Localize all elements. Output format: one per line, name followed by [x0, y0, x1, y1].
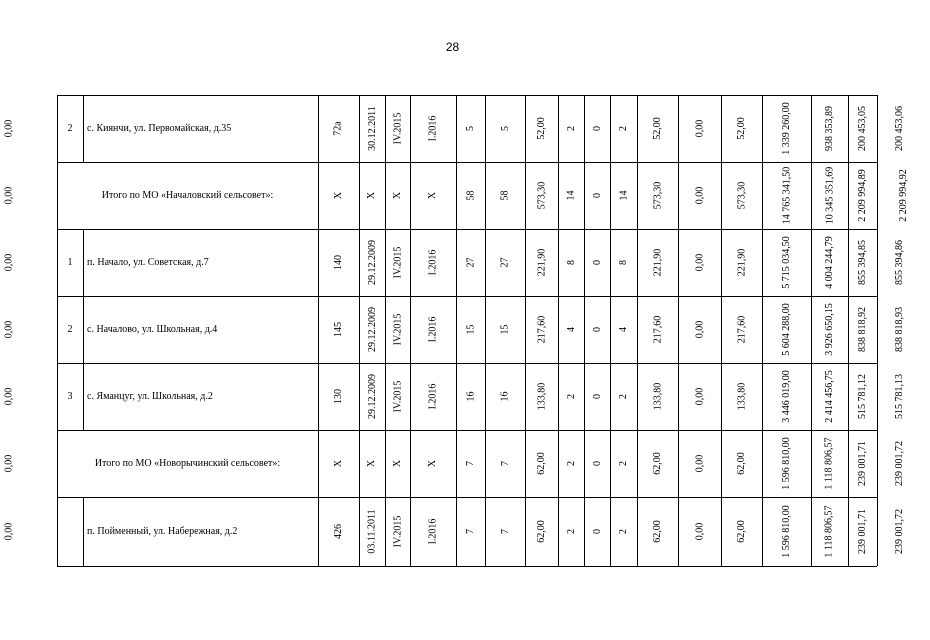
- value-text: 217,60: [536, 315, 547, 344]
- value-text: 0: [591, 193, 603, 198]
- value-cell: [456, 162, 485, 229]
- value-text: 838 818,92: [857, 307, 868, 352]
- value-text: X: [332, 459, 344, 468]
- value-text: 0,00: [3, 119, 15, 138]
- value-text: 0: [591, 126, 603, 131]
- value-text: 8: [618, 260, 629, 265]
- value-text: 200 453,06: [894, 106, 905, 151]
- value-text: 5: [499, 126, 511, 131]
- value-text: 0,00: [694, 454, 705, 473]
- value-cell: [637, 95, 678, 162]
- value-cell: [721, 363, 762, 430]
- value-text: 0,00: [3, 186, 15, 205]
- value-text: 200 453,05: [857, 106, 868, 151]
- value-text: 58: [465, 190, 476, 201]
- value-text: I.2016: [427, 383, 439, 410]
- value-text: I.2016: [427, 316, 439, 343]
- value-cell: [637, 229, 678, 296]
- value-text: 4: [618, 327, 629, 332]
- value-text: 2: [565, 126, 577, 131]
- value-cell: [485, 363, 525, 430]
- value-text: 8: [565, 260, 577, 265]
- value-text: 30.12.2011: [366, 106, 378, 151]
- value-text: 2: [618, 394, 629, 399]
- value-text: 221,90: [652, 248, 663, 277]
- value-cell: [721, 229, 762, 296]
- value-text: 0,00: [694, 253, 705, 272]
- value-text: 515 781,12: [857, 374, 868, 419]
- value-cell: [318, 95, 359, 162]
- value-text: 0,00: [3, 387, 15, 406]
- value-cell: [525, 296, 558, 363]
- value-cell: [558, 363, 584, 430]
- value-text: 0,00: [694, 522, 705, 541]
- value-text: 2 209 994,92: [897, 169, 909, 222]
- value-text: X: [391, 191, 403, 200]
- value-cell: [558, 162, 584, 229]
- value-text: 1 118 806,57: [824, 505, 836, 558]
- value-text: 62,00: [536, 520, 547, 543]
- value-text: 52,00: [736, 117, 747, 140]
- value-text: 7: [465, 529, 476, 534]
- value-cell: [877, 229, 922, 296]
- value-cell: [610, 497, 637, 566]
- value-text: 62,00: [652, 520, 663, 543]
- value-cell: [410, 229, 456, 296]
- value-cell: [0, 229, 18, 296]
- value-text: 133,80: [652, 382, 663, 411]
- value-text: 239 001,71: [857, 441, 868, 486]
- value-cell: [762, 497, 811, 566]
- value-cell: [558, 95, 584, 162]
- value-text: I.2016: [427, 249, 439, 276]
- address-cell: с. Киянчи, ул. Первомайская, д.35: [87, 123, 232, 134]
- value-text: X: [427, 191, 439, 200]
- value-cell: [584, 162, 610, 229]
- value-text: 62,00: [736, 452, 747, 475]
- value-cell: [525, 229, 558, 296]
- row-number: 1: [67, 257, 73, 268]
- value-cell: [525, 363, 558, 430]
- value-text: 0,00: [694, 320, 705, 339]
- value-text: 62,00: [536, 452, 547, 475]
- value-text: 0,00: [694, 119, 705, 138]
- value-text: 239 001,72: [894, 509, 905, 554]
- value-text: 52,00: [652, 117, 663, 140]
- value-cell: [584, 95, 610, 162]
- value-text: 221,90: [536, 248, 547, 277]
- value-cell: [0, 430, 18, 497]
- value-cell: [678, 363, 721, 430]
- value-text: 7: [499, 529, 511, 534]
- value-text: X: [332, 191, 344, 200]
- value-cell: [359, 497, 385, 566]
- value-cell: [877, 497, 922, 566]
- value-cell: [811, 229, 848, 296]
- value-text: 0,00: [3, 320, 15, 339]
- value-cell: [637, 162, 678, 229]
- value-text: 72а: [332, 121, 344, 136]
- value-text: 16: [465, 391, 476, 402]
- value-cell: [762, 95, 811, 162]
- value-cell: [558, 497, 584, 566]
- value-text: 938 353,89: [824, 106, 835, 151]
- value-text: 27: [465, 257, 476, 268]
- value-text: 4 004 244,79: [824, 236, 835, 289]
- value-cell: [848, 296, 877, 363]
- value-cell: [558, 430, 584, 497]
- value-cell: [877, 296, 922, 363]
- value-cell: [848, 363, 877, 430]
- value-text: IV.2015: [392, 246, 404, 279]
- value-text: 239 001,71: [857, 509, 868, 554]
- value-text: 133,80: [536, 382, 547, 411]
- value-cell: [610, 162, 637, 229]
- value-cell: [610, 95, 637, 162]
- value-text: 0: [591, 394, 603, 399]
- value-text: 3 926 650,15: [824, 303, 835, 356]
- value-cell: [456, 95, 485, 162]
- value-text: 0,00: [694, 186, 705, 205]
- value-text: IV.2015: [392, 515, 404, 548]
- row-number: 2: [67, 123, 73, 134]
- row-rule-7: [57, 566, 877, 567]
- value-cell: [0, 497, 18, 566]
- value-text: 217,60: [652, 315, 663, 344]
- value-text: 217,60: [736, 315, 747, 344]
- value-cell: [485, 162, 525, 229]
- value-text: 0: [591, 327, 603, 332]
- value-cell: [848, 95, 877, 162]
- value-cell: [385, 162, 410, 229]
- value-cell: [811, 497, 848, 566]
- value-cell: [678, 430, 721, 497]
- value-text: 29.12.2009: [366, 307, 378, 352]
- value-text: 58: [499, 190, 511, 201]
- value-cell: [811, 162, 848, 229]
- value-cell: [385, 430, 410, 497]
- value-text: 2: [565, 461, 577, 466]
- value-cell: [456, 430, 485, 497]
- value-cell: [721, 430, 762, 497]
- total-label: Итого по МО «Началовский сельсовет»:: [101, 190, 274, 201]
- value-cell: [385, 363, 410, 430]
- value-text: 03.11.2011: [366, 509, 378, 554]
- value-text: 573,30: [536, 181, 547, 210]
- value-text: 1 339 260,00: [781, 102, 792, 155]
- value-text: 29.12.2009: [366, 374, 378, 419]
- value-cell: [385, 296, 410, 363]
- value-cell: [456, 363, 485, 430]
- value-text: 3 446 019,00: [781, 370, 792, 423]
- value-cell: [410, 363, 456, 430]
- value-cell: [848, 162, 877, 229]
- value-text: 573,30: [652, 181, 663, 210]
- value-text: 7: [465, 461, 476, 466]
- value-cell: [0, 162, 18, 229]
- value-cell: [385, 95, 410, 162]
- value-cell: [359, 296, 385, 363]
- value-cell: [410, 497, 456, 566]
- value-text: 14 765 341,50: [781, 166, 792, 225]
- value-cell: [637, 296, 678, 363]
- value-cell: [359, 363, 385, 430]
- value-cell: [811, 95, 848, 162]
- value-text: 838 818,93: [894, 307, 905, 352]
- value-text: 239 001,72: [894, 441, 905, 486]
- value-cell: [811, 363, 848, 430]
- value-cell: [485, 229, 525, 296]
- value-text: 15: [499, 324, 511, 335]
- value-cell: [525, 162, 558, 229]
- value-cell: [762, 430, 811, 497]
- value-text: X: [366, 191, 378, 200]
- value-cell: [410, 430, 456, 497]
- value-cell: [318, 497, 359, 566]
- value-cell: [0, 296, 18, 363]
- value-text: 15: [465, 324, 476, 335]
- address-cell: с. Яманцуг, ул. Школьная, д.2: [87, 391, 213, 402]
- value-cell: [678, 497, 721, 566]
- value-text: 2: [618, 461, 629, 466]
- page-number: 28: [445, 40, 460, 54]
- value-cell: [359, 229, 385, 296]
- value-text: 145: [333, 322, 344, 337]
- value-cell: [610, 363, 637, 430]
- value-text: X: [366, 459, 378, 468]
- value-cell: [558, 229, 584, 296]
- value-text: 140: [333, 255, 344, 270]
- row-number: 3: [67, 391, 73, 402]
- value-cell: [678, 162, 721, 229]
- value-cell: [678, 229, 721, 296]
- value-cell: [678, 296, 721, 363]
- value-text: 0,00: [3, 253, 15, 272]
- value-text: IV.2015: [392, 112, 404, 145]
- value-text: 10 345 351,69: [824, 166, 835, 225]
- value-cell: [762, 363, 811, 430]
- value-cell: [678, 95, 721, 162]
- value-cell: [811, 430, 848, 497]
- value-text: 2: [565, 529, 577, 534]
- value-cell: [721, 296, 762, 363]
- value-cell: [456, 296, 485, 363]
- value-text: 62,00: [652, 452, 663, 475]
- value-cell: [637, 363, 678, 430]
- value-text: 1 596 810,00: [781, 505, 792, 558]
- value-text: 5 715 034,50: [781, 236, 792, 289]
- value-text: 29.12.2009: [366, 240, 378, 285]
- value-text: 0: [591, 529, 603, 534]
- value-cell: [584, 497, 610, 566]
- value-text: I.2016: [427, 518, 439, 545]
- value-cell: [359, 162, 385, 229]
- value-cell: [877, 363, 922, 430]
- value-text: 2: [618, 126, 629, 131]
- value-cell: [410, 296, 456, 363]
- value-text: X: [427, 459, 439, 468]
- address-cell: п. Начало, ул. Советская, д.7: [87, 257, 209, 268]
- value-text: 14: [618, 190, 629, 201]
- value-text: 0: [591, 260, 603, 265]
- value-text: IV.2015: [392, 313, 404, 346]
- value-cell: [584, 363, 610, 430]
- value-cell: [525, 95, 558, 162]
- value-text: 1 596 810,00: [781, 437, 792, 490]
- value-text: 5: [465, 126, 476, 131]
- value-cell: [318, 430, 359, 497]
- value-text: 0,00: [3, 522, 15, 541]
- value-cell: [359, 95, 385, 162]
- value-cell: [456, 497, 485, 566]
- value-cell: [721, 95, 762, 162]
- value-text: I.2016: [427, 115, 439, 142]
- value-cell: [610, 430, 637, 497]
- value-text: 426: [333, 524, 344, 539]
- value-cell: [485, 95, 525, 162]
- value-text: 855 394,86: [894, 240, 905, 285]
- value-cell: [359, 430, 385, 497]
- value-text: 7: [499, 461, 511, 466]
- value-cell: [318, 296, 359, 363]
- value-cell: [811, 296, 848, 363]
- value-cell: [637, 497, 678, 566]
- value-text: 14: [565, 190, 577, 201]
- value-text: 130: [333, 389, 344, 404]
- value-cell: [848, 430, 877, 497]
- value-cell: [485, 296, 525, 363]
- value-cell: [410, 95, 456, 162]
- value-cell: [525, 430, 558, 497]
- total-label: Итого по МО «Новорычинский сельсовет»:: [94, 458, 281, 469]
- value-cell: [848, 497, 877, 566]
- value-cell: [762, 162, 811, 229]
- value-cell: [584, 296, 610, 363]
- value-text: 0,00: [3, 454, 15, 473]
- value-cell: [721, 497, 762, 566]
- value-text: 855 394,85: [857, 240, 868, 285]
- value-text: 16: [499, 391, 511, 402]
- value-cell: [721, 162, 762, 229]
- value-cell: [385, 229, 410, 296]
- value-cell: [318, 229, 359, 296]
- value-text: 515 781,13: [894, 374, 905, 419]
- value-cell: [410, 162, 456, 229]
- row-number: [57, 497, 83, 566]
- value-text: 0,00: [694, 387, 705, 406]
- value-text: 0: [591, 461, 603, 466]
- value-cell: [877, 95, 922, 162]
- value-text: IV.2015: [392, 380, 404, 413]
- value-text: 573,30: [736, 181, 747, 210]
- value-cell: [584, 229, 610, 296]
- value-text: 1 118 806,57: [824, 437, 836, 490]
- value-cell: [525, 497, 558, 566]
- value-cell: [848, 229, 877, 296]
- value-cell: [877, 162, 930, 229]
- value-cell: [456, 229, 485, 296]
- value-cell: [762, 229, 811, 296]
- value-text: 62,00: [736, 520, 747, 543]
- value-text: 27: [499, 257, 511, 268]
- value-cell: [762, 296, 811, 363]
- value-cell: [318, 162, 359, 229]
- value-cell: [610, 296, 637, 363]
- value-text: 52,00: [536, 117, 547, 140]
- value-cell: [584, 430, 610, 497]
- value-cell: [318, 363, 359, 430]
- address-cell: с. Началово, ул. Школьная, д.4: [87, 324, 218, 335]
- row-number: 2: [67, 324, 73, 335]
- value-text: 2: [618, 529, 629, 534]
- value-text: 2 414 456,75: [824, 370, 835, 423]
- value-cell: [485, 430, 525, 497]
- value-cell: [0, 95, 18, 162]
- value-text: 133,80: [736, 382, 747, 411]
- value-cell: [485, 497, 525, 566]
- value-text: 221,90: [736, 248, 747, 277]
- value-cell: [877, 430, 922, 497]
- value-text: X: [391, 459, 403, 468]
- value-text: 2: [565, 394, 577, 399]
- value-cell: [0, 363, 18, 430]
- value-text: 4: [565, 327, 577, 332]
- value-text: 2 209 994,89: [857, 169, 868, 222]
- value-cell: [610, 229, 637, 296]
- address-cell: п. Пойменный, ул. Набережная, д.2: [87, 526, 238, 537]
- value-cell: [558, 296, 584, 363]
- value-cell: [385, 497, 410, 566]
- value-text: 5 604 288,00: [781, 303, 792, 356]
- value-cell: [637, 430, 678, 497]
